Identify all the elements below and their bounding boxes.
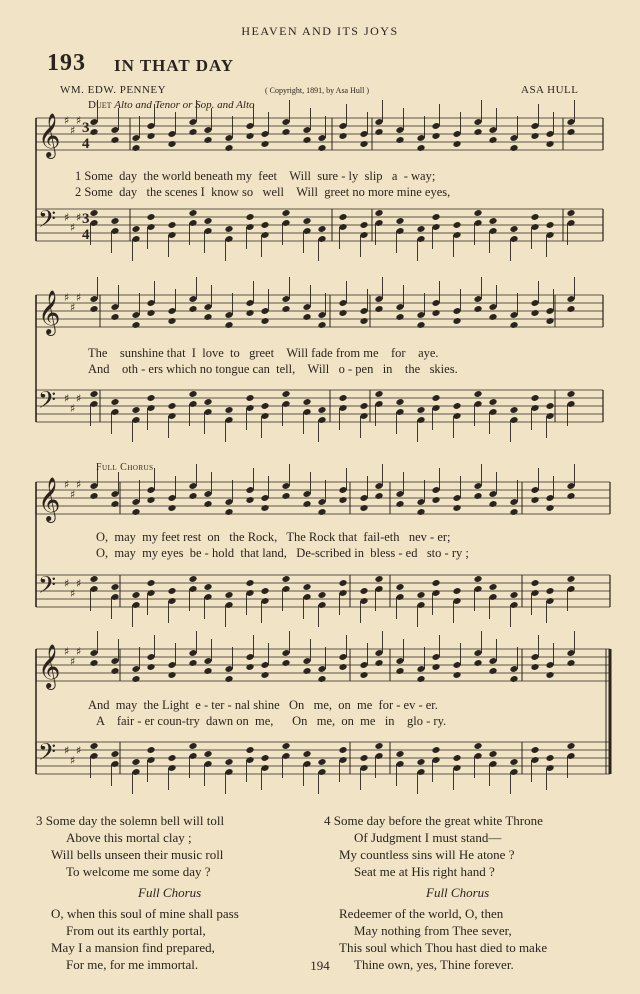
note-head — [416, 321, 425, 329]
lyric-line: And may the Light e - ter - nal shine On me, on me for - ev - er. — [88, 698, 438, 712]
note-head — [473, 209, 482, 217]
verse-line: Will bells unseen their music roll — [51, 847, 224, 862]
note-head — [146, 496, 155, 504]
note-head — [281, 659, 290, 667]
note-head — [146, 579, 155, 587]
sharp-icon: ♯ — [76, 478, 82, 491]
note-head — [530, 746, 539, 754]
note-head — [566, 305, 575, 313]
verse-number: 3 — [36, 813, 43, 828]
note-head — [260, 221, 269, 229]
note-head — [260, 402, 269, 410]
note-head — [473, 659, 482, 667]
note-head — [110, 583, 119, 591]
note-head — [317, 675, 326, 683]
lyric-line: The sunshine that I love to greet Will fade from me for aye. — [88, 346, 439, 360]
note-head — [317, 758, 326, 766]
note-head — [131, 225, 140, 233]
note-head — [359, 317, 368, 325]
note-head — [566, 128, 575, 136]
note-head — [281, 209, 290, 217]
note-head — [509, 675, 518, 683]
sharp-icon: ♯ — [70, 587, 76, 600]
sharp-icon: ♯ — [64, 211, 70, 224]
note-head — [131, 508, 140, 516]
note-head — [545, 402, 554, 410]
note-head — [488, 136, 497, 144]
note-head — [338, 496, 347, 504]
note-head — [302, 313, 311, 321]
note-head — [530, 663, 539, 671]
note-head — [317, 508, 326, 516]
bass-clef-icon: 𝄢 — [38, 205, 57, 238]
copyright: ( Copyright, 1891, by Asa Hull ) — [265, 86, 369, 95]
sharp-icon: ♯ — [70, 221, 76, 234]
note-head — [203, 667, 212, 675]
note-head — [167, 754, 176, 762]
note-head — [566, 209, 575, 217]
sharp-icon: ♯ — [76, 291, 82, 304]
note-head — [452, 587, 461, 595]
note-head — [281, 128, 290, 136]
sharp-icon: ♯ — [76, 744, 82, 757]
note-head — [431, 496, 440, 504]
note-head — [416, 591, 425, 599]
note-head — [509, 225, 518, 233]
note-head — [110, 136, 119, 144]
note-head — [203, 136, 212, 144]
note-head — [89, 659, 98, 667]
note-head — [488, 398, 497, 406]
note-head — [359, 140, 368, 148]
note-head — [203, 398, 212, 406]
note-head — [224, 144, 233, 152]
note-head — [89, 390, 98, 398]
note-head — [167, 504, 176, 512]
note-head — [281, 575, 290, 583]
verse-line: My countless sins will He atone ? — [339, 847, 515, 862]
note-head — [359, 221, 368, 229]
note-head — [245, 496, 254, 504]
note-head — [488, 750, 497, 758]
note-head — [374, 128, 383, 136]
note-head — [509, 321, 518, 329]
time-signature-bottom: 4 — [82, 136, 90, 152]
note-head — [338, 213, 347, 221]
duet-label: Duet — [88, 99, 112, 111]
note-head — [488, 217, 497, 225]
lyric-line: O, may my feet rest on the Rock, The Rock that fail-eth nev - er; — [96, 530, 451, 544]
note-head — [110, 398, 119, 406]
note-head — [131, 675, 140, 683]
note-head — [89, 305, 98, 313]
note-head — [359, 587, 368, 595]
treble-clef-icon: 𝄞 — [38, 644, 61, 688]
note-head — [245, 309, 254, 317]
note-head — [566, 492, 575, 500]
duet-note: Alto and Tenor or Sop. and Alto — [114, 99, 255, 111]
note-head — [431, 394, 440, 402]
note-head — [566, 575, 575, 583]
note-head — [374, 305, 383, 313]
note-head — [110, 500, 119, 508]
bass-clef-icon: 𝄢 — [38, 571, 57, 604]
note-head — [509, 406, 518, 414]
note-head — [224, 508, 233, 516]
lyric-line: 2 Some day the scenes I know so well Will greet no more mine eyes, — [75, 185, 451, 199]
verse-line: From out its earthly portal, — [66, 923, 206, 938]
note-head — [260, 317, 269, 325]
note-head — [395, 217, 404, 225]
note-head — [260, 754, 269, 762]
note-head — [359, 402, 368, 410]
note-head — [338, 579, 347, 587]
note-head — [260, 504, 269, 512]
note-head — [488, 500, 497, 508]
note-head — [473, 128, 482, 136]
verse-column-left — [36, 812, 326, 973]
note-head — [452, 402, 461, 410]
sharp-icon: ♯ — [76, 211, 82, 224]
note-head — [545, 221, 554, 229]
note-head — [317, 591, 326, 599]
note-head — [395, 500, 404, 508]
sharp-icon: ♯ — [70, 754, 76, 767]
sharp-icon: ♯ — [64, 114, 70, 127]
note-head — [416, 675, 425, 683]
note-head — [245, 579, 254, 587]
sharp-icon: ♯ — [76, 577, 82, 590]
note-head — [224, 675, 233, 683]
note-head — [167, 402, 176, 410]
note-head — [488, 313, 497, 321]
note-head — [473, 742, 482, 750]
note-head — [545, 671, 554, 679]
note-head — [530, 579, 539, 587]
verse-column-right — [324, 812, 624, 973]
note-head — [146, 132, 155, 140]
note-head — [509, 144, 518, 152]
note-head — [167, 587, 176, 595]
note-head — [245, 394, 254, 402]
note-head — [359, 754, 368, 762]
treble-clef-icon: 𝄞 — [38, 477, 61, 521]
note-head — [245, 663, 254, 671]
note-head — [338, 746, 347, 754]
note-head — [302, 667, 311, 675]
note-head — [188, 659, 197, 667]
time-signature-top: 3 — [82, 120, 90, 136]
note-head — [473, 575, 482, 583]
verse-line: May I a mansion find prepared, — [51, 940, 215, 955]
note-head — [488, 667, 497, 675]
note-head — [167, 221, 176, 229]
note-head — [431, 309, 440, 317]
note-head — [146, 663, 155, 671]
note-head — [545, 140, 554, 148]
note-head — [452, 317, 461, 325]
sharp-icon: ♯ — [70, 402, 76, 415]
note-head — [281, 492, 290, 500]
sharp-icon: ♯ — [70, 488, 76, 501]
note-head — [188, 492, 197, 500]
note-head — [260, 671, 269, 679]
treble-clef-icon: 𝄞 — [38, 113, 61, 157]
sharp-icon: ♯ — [64, 291, 70, 304]
note-head — [473, 390, 482, 398]
sharp-icon: ♯ — [64, 392, 70, 405]
note-head — [452, 754, 461, 762]
note-head — [203, 313, 212, 321]
note-head — [302, 583, 311, 591]
sharp-icon: ♯ — [70, 124, 76, 137]
note-head — [566, 742, 575, 750]
note-head — [566, 390, 575, 398]
time-signature-bottom: 4 — [82, 227, 90, 243]
note-head — [452, 504, 461, 512]
note-head — [131, 406, 140, 414]
note-head — [509, 758, 518, 766]
sharp-icon: ♯ — [64, 577, 70, 590]
sharp-icon: ♯ — [64, 478, 70, 491]
note-head — [245, 213, 254, 221]
note-head — [167, 317, 176, 325]
note-head — [509, 591, 518, 599]
note-head — [338, 394, 347, 402]
note-head — [281, 305, 290, 313]
verse-line: Thine own, yes, Thine forever. — [354, 957, 514, 972]
note-head — [110, 313, 119, 321]
lyric-line: 1 Some day the world beneath my feet Will sure - ly slip a - way; — [75, 169, 436, 183]
note-head — [224, 591, 233, 599]
note-head — [545, 504, 554, 512]
running-head: HEAVEN AND ITS JOYS — [241, 24, 399, 38]
note-head — [338, 309, 347, 317]
note-head — [203, 500, 212, 508]
note-head — [374, 390, 383, 398]
note-head — [395, 667, 404, 675]
note-head — [530, 496, 539, 504]
note-head — [416, 144, 425, 152]
note-head — [146, 309, 155, 317]
note-head — [374, 492, 383, 500]
note-head — [338, 132, 347, 140]
note-head — [260, 587, 269, 595]
note-head — [302, 750, 311, 758]
note-head — [89, 575, 98, 583]
note-head — [131, 321, 140, 329]
verse-line: Seat me at His right hand ? — [354, 864, 495, 879]
note-head — [245, 746, 254, 754]
note-head — [131, 758, 140, 766]
note-head — [431, 579, 440, 587]
note-head — [545, 587, 554, 595]
note-head — [545, 754, 554, 762]
note-head — [416, 225, 425, 233]
note-head — [416, 508, 425, 516]
note-head — [89, 742, 98, 750]
verse-line: 3 Some day the solemn bell will toll — [36, 813, 225, 828]
verse-line: Above this mortal clay ; — [66, 830, 192, 845]
note-head — [203, 750, 212, 758]
note-head — [431, 746, 440, 754]
note-head — [566, 659, 575, 667]
note-head — [488, 583, 497, 591]
note-head — [374, 659, 383, 667]
bass-clef-icon: 𝄢 — [38, 738, 57, 771]
verse-number: 4 — [324, 813, 331, 828]
note-head — [188, 305, 197, 313]
note-head — [224, 321, 233, 329]
note-head — [224, 406, 233, 414]
note-head — [452, 221, 461, 229]
note-head — [374, 209, 383, 217]
note-head — [530, 309, 539, 317]
note-head — [302, 217, 311, 225]
note-head — [338, 663, 347, 671]
note-head — [167, 140, 176, 148]
note-head — [452, 671, 461, 679]
note-head — [260, 140, 269, 148]
note-head — [89, 128, 98, 136]
note-head — [110, 217, 119, 225]
note-head — [317, 225, 326, 233]
treble-clef-icon: 𝄞 — [38, 290, 61, 334]
note-head — [431, 213, 440, 221]
note-head — [281, 742, 290, 750]
note-head — [167, 671, 176, 679]
note-head — [131, 591, 140, 599]
lyric-line: And oth - ers which no tongue can tell, Will o - pen in the skies. — [88, 362, 458, 376]
note-head — [89, 492, 98, 500]
sharp-icon: ♯ — [76, 392, 82, 405]
page-number: 194 — [310, 958, 330, 973]
note-head — [359, 671, 368, 679]
note-head — [224, 758, 233, 766]
note-head — [317, 406, 326, 414]
time-signature-top: 3 — [82, 211, 90, 227]
lyric-line: O, may my eyes be - hold that land, De-scribed in bless - ed sto - ry ; — [96, 546, 469, 560]
note-head — [146, 394, 155, 402]
sharp-icon: ♯ — [64, 645, 70, 658]
note-head — [89, 209, 98, 217]
chorus-heading: Full Chorus — [426, 885, 490, 900]
sharp-icon: ♯ — [70, 301, 76, 314]
note-head — [203, 217, 212, 225]
note-head — [509, 508, 518, 516]
note-head — [302, 136, 311, 144]
bass-clef-icon: 𝄢 — [38, 386, 57, 419]
note-head — [416, 406, 425, 414]
note-head — [188, 390, 197, 398]
note-head — [224, 225, 233, 233]
note-head — [530, 394, 539, 402]
note-head — [395, 136, 404, 144]
sharp-icon: ♯ — [64, 744, 70, 757]
full-chorus-label: Full Chorus — [96, 462, 154, 473]
note-head — [188, 575, 197, 583]
note-head — [431, 132, 440, 140]
note-head — [374, 575, 383, 583]
sharp-icon: ♯ — [70, 655, 76, 668]
note-head — [131, 144, 140, 152]
note-head — [473, 305, 482, 313]
note-head — [203, 583, 212, 591]
note-head — [395, 313, 404, 321]
note-head — [302, 398, 311, 406]
note-head — [473, 492, 482, 500]
verse-line: This soul which Thou hast died to make — [339, 940, 548, 955]
note-head — [317, 144, 326, 152]
composer: ASA HULL — [521, 84, 579, 96]
note-head — [110, 667, 119, 675]
note-head — [545, 317, 554, 325]
note-head — [188, 209, 197, 217]
note-head — [452, 140, 461, 148]
note-head — [374, 742, 383, 750]
note-head — [530, 213, 539, 221]
verse-line: Redeemer of the world, O, then — [339, 906, 504, 921]
note-head — [395, 398, 404, 406]
note-head — [146, 746, 155, 754]
author: WM. EDW. PENNEY — [60, 84, 167, 96]
verse-line: O, when this soul of mine shall pass — [51, 906, 239, 921]
note-head — [302, 500, 311, 508]
note-head — [359, 504, 368, 512]
note-head — [245, 132, 254, 140]
sharp-icon: ♯ — [76, 645, 82, 658]
note-head — [416, 758, 425, 766]
verse-line: 4 Some day before the great white Throne — [324, 813, 543, 828]
note-head — [317, 321, 326, 329]
lyric-line: A fair - er coun-try dawn on me, On me, on me in glo - ry. — [96, 714, 447, 728]
note-head — [146, 213, 155, 221]
note-head — [395, 583, 404, 591]
note-head — [530, 132, 539, 140]
note-head — [431, 663, 440, 671]
chorus-heading: Full Chorus — [138, 885, 202, 900]
verse-line: May nothing from Thee sever, — [354, 923, 512, 938]
verse-line: To welcome me some day ? — [66, 864, 211, 879]
note-head — [281, 390, 290, 398]
note-head — [188, 128, 197, 136]
note-head — [395, 750, 404, 758]
note-head — [188, 742, 197, 750]
hymn-number: 193 — [47, 50, 86, 76]
verse-line: Of Judgment I must stand— — [354, 830, 502, 845]
sharp-icon: ♯ — [76, 114, 82, 127]
verse-line: For me, for me immortal. — [66, 957, 199, 972]
hymn-title: IN THAT DAY — [114, 56, 234, 75]
note-head — [110, 750, 119, 758]
